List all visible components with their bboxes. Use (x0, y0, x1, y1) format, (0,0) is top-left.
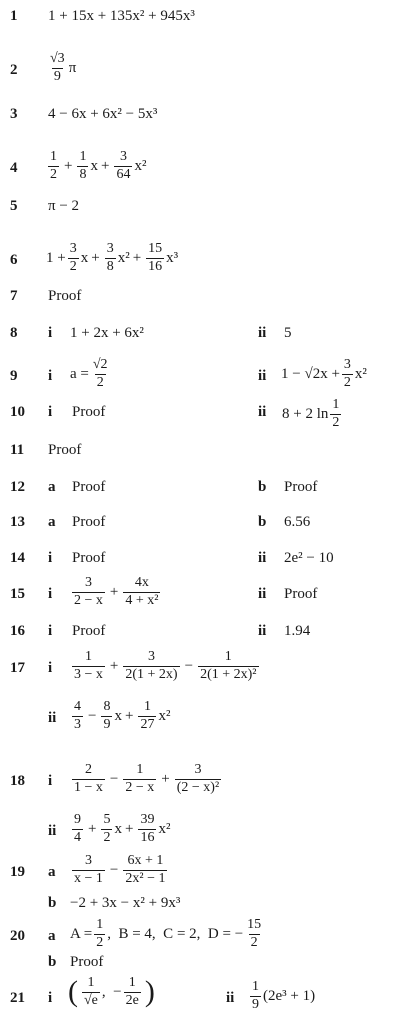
part-label: ii (258, 550, 267, 566)
answer-expression: 1 + $\frac{3}{2}$ x + $\frac{3}{8}$ x² + $\frac{15}{16}$ x³ (46, 241, 179, 274)
answer-number: 3 (10, 106, 18, 122)
part-label: i (48, 550, 53, 566)
answer-number: 11 (10, 442, 25, 458)
answer-number: 10 (10, 404, 25, 420)
part-label: b (258, 514, 267, 530)
part-label: b (48, 895, 57, 911)
part-label: a (48, 928, 56, 944)
part-label: ii (258, 404, 267, 420)
part-label: b (48, 954, 57, 970)
answer-number: 16 (10, 623, 25, 639)
answer-number: 18 (10, 773, 25, 789)
answer-number: 6 (10, 252, 18, 268)
part-label: i (48, 586, 53, 602)
part-label: a (48, 479, 56, 495)
answer-expression: $\frac{√3}{9}$ π (50, 51, 77, 84)
part-label: i (48, 990, 53, 1006)
answer-number: 9 (10, 368, 18, 384)
answer-number: 13 (10, 514, 25, 530)
part-label: a (48, 514, 56, 530)
answer-number: 19 (10, 864, 25, 880)
part-label: b (258, 479, 267, 495)
part-label: ii (258, 623, 267, 639)
answer-number: 15 (10, 586, 25, 602)
answer-number: 14 (10, 550, 25, 566)
answer-number: 7 (10, 288, 18, 304)
answer-expression: Proof (48, 442, 82, 458)
answer-expression: 1 + 15x + 135x² + 945x³ (48, 8, 195, 24)
answer-expression: π − 2 (48, 198, 80, 214)
part-label: ii (48, 710, 57, 726)
answer-expression: 4 − 6x + 6x² − 5x³ (48, 106, 158, 122)
part-label: i (48, 368, 53, 384)
answer-number: 17 (10, 660, 25, 676)
part-label: ii (48, 823, 57, 839)
answer-number: 21 (10, 990, 25, 1006)
answer-number: 5 (10, 198, 18, 214)
answer-number: 2 (10, 62, 18, 78)
part-label: ii (258, 368, 267, 384)
part-label: ii (226, 990, 235, 1006)
answer-number: 20 (10, 928, 25, 944)
answer-expression: $\frac{1}{2}$ + $\frac{1}{8}$ x + $\frac{3}{64}$ x² (50, 149, 147, 182)
part-label: i (48, 660, 53, 676)
fraction: $\frac{√3}{9}$ (50, 51, 65, 84)
part-label: i (48, 623, 53, 639)
part-label: a (48, 864, 56, 880)
part-label: i (48, 404, 53, 420)
part-label: ii (258, 586, 267, 602)
part-label: i (48, 325, 53, 341)
answer-number: 4 (10, 160, 18, 176)
part-label: ii (258, 325, 267, 341)
answer-expression: Proof (48, 288, 82, 304)
answer-number: 8 (10, 325, 18, 341)
part-label: i (48, 773, 53, 789)
answer-number: 1 (10, 8, 18, 24)
answer-number: 12 (10, 479, 25, 495)
